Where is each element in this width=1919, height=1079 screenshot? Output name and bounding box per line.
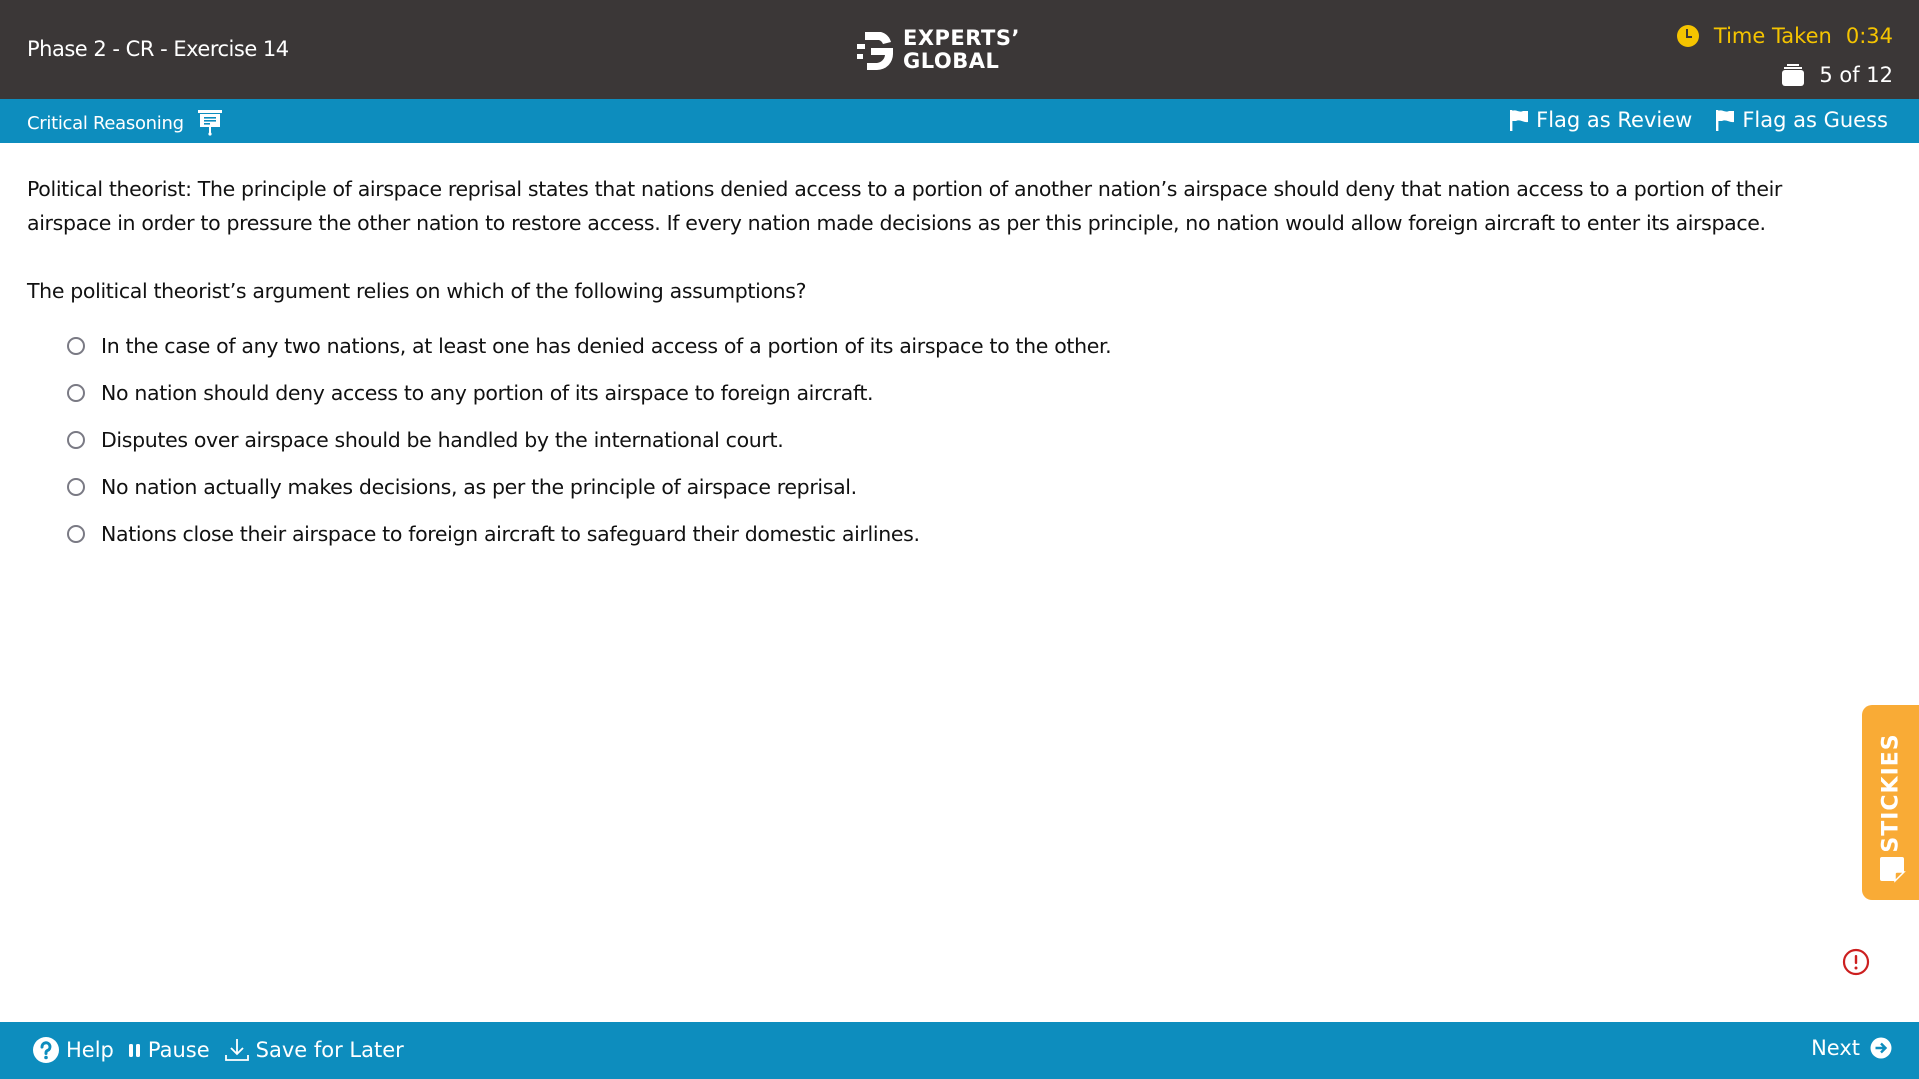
radio-button[interactable] xyxy=(67,431,85,449)
alert-circle-icon[interactable] xyxy=(1842,948,1870,976)
stickies-label: STICKIES xyxy=(1878,733,1903,853)
question-content xyxy=(27,172,1867,557)
radio-button[interactable] xyxy=(67,478,85,496)
help-icon xyxy=(32,1036,60,1064)
answer-options xyxy=(27,322,1867,557)
time-taken-label: Time Taken xyxy=(1713,24,1832,48)
answer-option-d[interactable] xyxy=(67,463,1867,510)
pause-button[interactable] xyxy=(128,1038,210,1062)
radio-button[interactable] xyxy=(67,525,85,543)
next-label: Next xyxy=(1811,1036,1860,1060)
answer-option-a[interactable] xyxy=(67,322,1867,369)
logo-line-1: EXPERTS’ xyxy=(903,26,1020,50)
exercise-title: Phase 2 - CR - Exercise 14 xyxy=(27,37,289,61)
download-icon xyxy=(224,1037,250,1063)
time-taken xyxy=(1676,24,1893,48)
question-progress xyxy=(1781,63,1893,87)
help-button[interactable] xyxy=(32,1036,114,1064)
section-name xyxy=(27,110,222,136)
pause-icon xyxy=(128,1042,142,1058)
answer-option-label: No nation actually makes decisions, as per the principle of airspace reprisal. xyxy=(101,474,857,499)
next-button[interactable] xyxy=(1811,1036,1892,1060)
flag-as-guess-label: Flag as Guess xyxy=(1742,108,1888,132)
flag-icon xyxy=(1510,109,1528,131)
sticky-note-icon xyxy=(1878,855,1906,883)
footer-actions xyxy=(32,1036,418,1064)
section-bar xyxy=(0,99,1919,143)
section-label: Critical Reasoning xyxy=(27,112,184,134)
help-label: Help xyxy=(66,1038,114,1062)
logo-line-2: GLOBAL xyxy=(903,49,1000,73)
answer-option-e[interactable] xyxy=(67,510,1867,557)
clock-icon xyxy=(1676,24,1700,48)
question-progress-text: 5 of 12 xyxy=(1819,63,1893,87)
time-taken-value: 0:34 xyxy=(1845,24,1893,48)
save-for-later-label: Save for Later xyxy=(255,1038,404,1062)
stickies-tab[interactable] xyxy=(1862,705,1919,900)
question-passage: Political theorist: The principle of airspace reprisal states that nations denied access to a portion of another nation’s airspace should deny that nation access to a portion of their airspace in order to pressure the other nation to restore access. If every nation made decisions as per this principle, no nation would allow foreign aircraft to enter its airspace. xyxy=(27,177,1783,235)
answer-option-label: Nations close their airspace to foreign aircraft to safeguard their domestic airlines. xyxy=(101,521,920,546)
top-header xyxy=(0,0,1919,99)
flag-actions xyxy=(1510,108,1888,132)
answer-option-c[interactable] xyxy=(67,416,1867,463)
pause-label: Pause xyxy=(147,1038,210,1062)
flag-icon xyxy=(1716,109,1734,131)
question-stem: The political theorist’s argument relies on which of the following assumptions? xyxy=(27,279,807,303)
stack-icon xyxy=(1781,64,1805,86)
answer-option-label: In the case of any two nations, at least one has denied access of a portion of its airspace to the other. xyxy=(101,333,1112,358)
flag-as-review-button[interactable] xyxy=(1510,108,1692,132)
answer-option-label: No nation should deny access to any portion of its airspace to foreign aircraft. xyxy=(101,380,874,405)
radio-button[interactable] xyxy=(67,337,85,355)
experts-global-logo-icon xyxy=(855,28,895,72)
bottom-toolbar xyxy=(0,1022,1919,1079)
answer-option-b[interactable] xyxy=(67,369,1867,416)
answer-option-label: Disputes over airspace should be handled by the international court. xyxy=(101,427,784,452)
radio-button[interactable] xyxy=(67,384,85,402)
presentation-board-icon[interactable] xyxy=(198,110,222,136)
arrow-right-circle-icon xyxy=(1870,1037,1892,1059)
experts-global-logo xyxy=(855,26,1020,74)
flag-as-review-label: Flag as Review xyxy=(1536,108,1693,132)
save-for-later-button[interactable] xyxy=(224,1037,404,1063)
flag-as-guess-button[interactable] xyxy=(1716,108,1888,132)
